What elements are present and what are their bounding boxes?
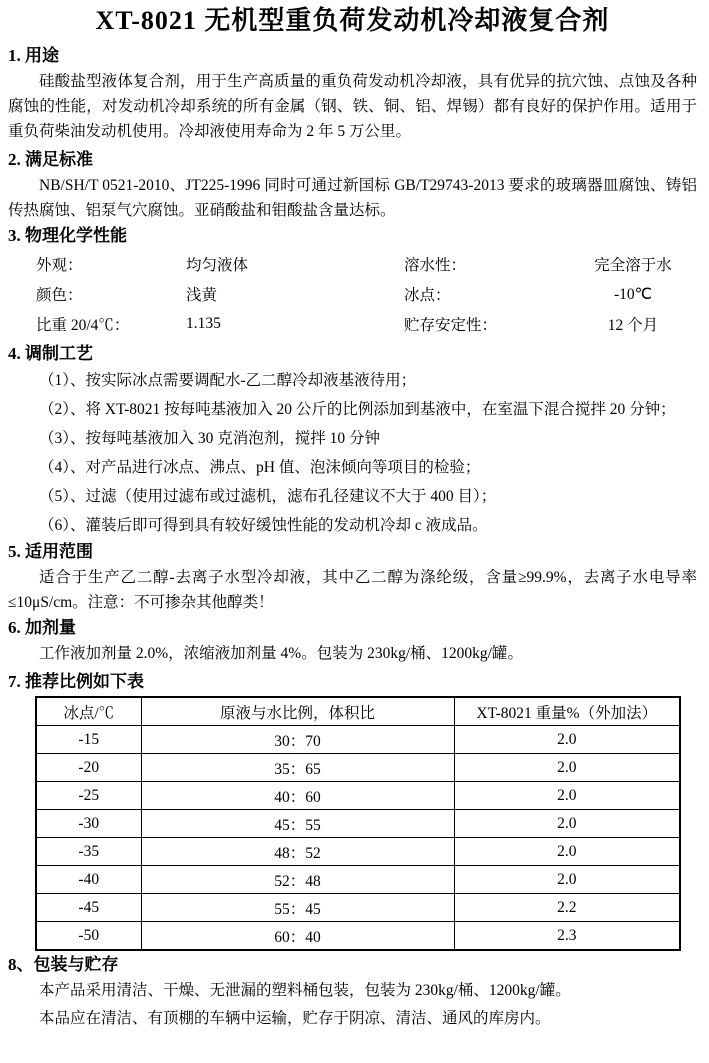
- properties-row: [8, 249, 697, 279]
- cell-weight-percent: 2.0: [454, 866, 680, 894]
- properties-row: [8, 279, 697, 309]
- cell-mix-ratio: 30：70: [141, 726, 454, 754]
- section-dosage-heading: 6. 加剂量: [8, 618, 76, 637]
- section-standards-heading: 2. 满足标准: [8, 150, 93, 169]
- cell-weight-percent: 2.0: [454, 810, 680, 838]
- properties-row: [8, 309, 697, 339]
- cell-weight-percent: 2.0: [454, 838, 680, 866]
- table-row: [36, 726, 680, 754]
- process-step-6: （6）、灌装后即可得到具有较好缓蚀性能的发动机冷却 c 液成品。: [39, 517, 488, 534]
- properties-grid: [8, 249, 697, 339]
- cell-mix-ratio: 40：60: [141, 782, 454, 810]
- prop-solubility-label: 溶水性：: [404, 257, 467, 274]
- cell-freezing-point: -15: [36, 726, 141, 754]
- section-usage-heading: 1. 用途: [8, 46, 59, 65]
- ratio-table-header-row: [36, 697, 680, 726]
- ratio-table: [35, 696, 681, 951]
- cell-mix-ratio: 35：65: [141, 754, 454, 782]
- section-usage-body: 硅酸盐型液体复合剂，用于生产高质量的重负荷发动机冷却液，具有优异的抗穴蚀、点蚀及各种腐蚀的性能，对发动机冷却系统的所有金属（钢、铁、铜、铝、焊锡）都有良好的保护作用。适用于重负荷柴油发动机使用。冷却液使用寿命为 2 年 5 万公里。: [8, 73, 697, 140]
- cell-weight-percent: 2.0: [454, 726, 680, 754]
- prop-color-label: 颜色：: [36, 287, 83, 304]
- table-row: [36, 866, 680, 894]
- table-row: [36, 922, 680, 951]
- table-row: [36, 894, 680, 922]
- cell-mix-ratio: 48：52: [141, 838, 454, 866]
- cell-weight-percent: 2.0: [454, 782, 680, 810]
- section-scope-heading: 5. 适用范围: [8, 542, 93, 561]
- table-row: [36, 782, 680, 810]
- section-standards-body: NB/SH/T 0521-2010、JT225-1996 同时可通过新国标 GB/T29743-2013 要求的玻璃器皿腐蚀、铸铝传热腐蚀、铝泵气穴腐蚀。亚硝酸盐和钼酸盐含量达标。: [8, 177, 697, 219]
- section-ratio-heading: 7. 推荐比例如下表: [8, 672, 144, 691]
- prop-appearance-value: 均匀液体: [186, 257, 249, 274]
- prop-specific-gravity-label: 比重 20/4℃：: [36, 317, 130, 334]
- prop-freezing-point-label: 冰点：: [404, 287, 451, 304]
- section-scope-body: 适合于生产乙二醇-去离子水型冷却液，其中乙二醇为涤纶级，含量≥99.9%，去离子水电导率≤10μS/cm。注意：不可掺杂其他醇类！: [8, 569, 697, 611]
- prop-color-value: 浅黄: [186, 287, 218, 304]
- cell-freezing-point: -35: [36, 838, 141, 866]
- cell-weight-percent: 2.3: [454, 922, 680, 951]
- transport-line: 本品应在清洁、有顶棚的车辆中运输，贮存于阴凉、清洁、通风的库房内。: [39, 1010, 551, 1027]
- table-row: [36, 754, 680, 782]
- process-step-3: （3）、按每吨基液加入 30 克消泡剂，搅拌 10 分钟: [39, 430, 381, 447]
- prop-solubility-value: 完全溶于水: [594, 257, 672, 274]
- ratio-col-weight-percent: XT-8021 重量%（外加法）: [454, 697, 680, 726]
- section-properties-heading: 3. 物理化学性能: [8, 226, 127, 245]
- section-packaging-heading: 8、包装与贮存: [8, 955, 119, 974]
- prop-appearance-label: 外观：: [36, 257, 83, 274]
- prop-specific-gravity-value: 1.135: [186, 315, 221, 332]
- table-row: [36, 838, 680, 866]
- prop-storage-stability-value: 12 个月: [607, 317, 659, 334]
- cell-freezing-point: -20: [36, 754, 141, 782]
- cell-mix-ratio: 55：45: [141, 894, 454, 922]
- cell-freezing-point: -30: [36, 810, 141, 838]
- table-row: [36, 810, 680, 838]
- section-process-heading: 4. 调制工艺: [8, 344, 93, 363]
- prop-freezing-point-value: -10℃: [613, 285, 653, 303]
- ratio-col-mix-ratio: 原液与水比例，体积比: [141, 697, 454, 726]
- packaging-line: 本产品采用清洁、干燥、无泄漏的塑料桶包装，包装为 230kg/桶、1200kg/罐。: [39, 982, 571, 999]
- cell-weight-percent: 2.2: [454, 894, 680, 922]
- cell-mix-ratio: 52：48: [141, 866, 454, 894]
- document-title: XT-8021 无机型重负荷发动机冷却液复合剂: [95, 6, 610, 35]
- process-steps: [8, 368, 697, 538]
- ratio-col-freezing-point: 冰点/℃: [36, 697, 141, 726]
- prop-storage-stability-label: 贮存安定性：: [404, 317, 498, 334]
- cell-mix-ratio: 60：40: [141, 922, 454, 951]
- process-step-1: （1）、按实际冰点需要调配水-乙二醇冷却液基液待用；: [39, 372, 417, 389]
- cell-freezing-point: -45: [36, 894, 141, 922]
- cell-freezing-point: -50: [36, 922, 141, 951]
- cell-mix-ratio: 45：55: [141, 810, 454, 838]
- process-step-4: （4）、对产品进行冰点、沸点、pH 值、泡沫倾向等项目的检验；: [39, 459, 481, 476]
- cell-weight-percent: 2.0: [454, 754, 680, 782]
- cell-freezing-point: -25: [36, 782, 141, 810]
- process-step-5: （5）、过滤（使用过滤布或过滤机，滤布孔径建议不大于 400 目）；: [39, 488, 497, 505]
- section-dosage-body: 工作液加剂量 2.0%，浓缩液加剂量 4%。包装为 230kg/桶、1200kg/罐。: [39, 645, 523, 662]
- process-step-2: （2）、将 XT-8021 按每吨基液加入 20 公斤的比例添加到基液中，在室温下混合搅拌 20 分钟；: [39, 401, 676, 418]
- cell-freezing-point: -40: [36, 866, 141, 894]
